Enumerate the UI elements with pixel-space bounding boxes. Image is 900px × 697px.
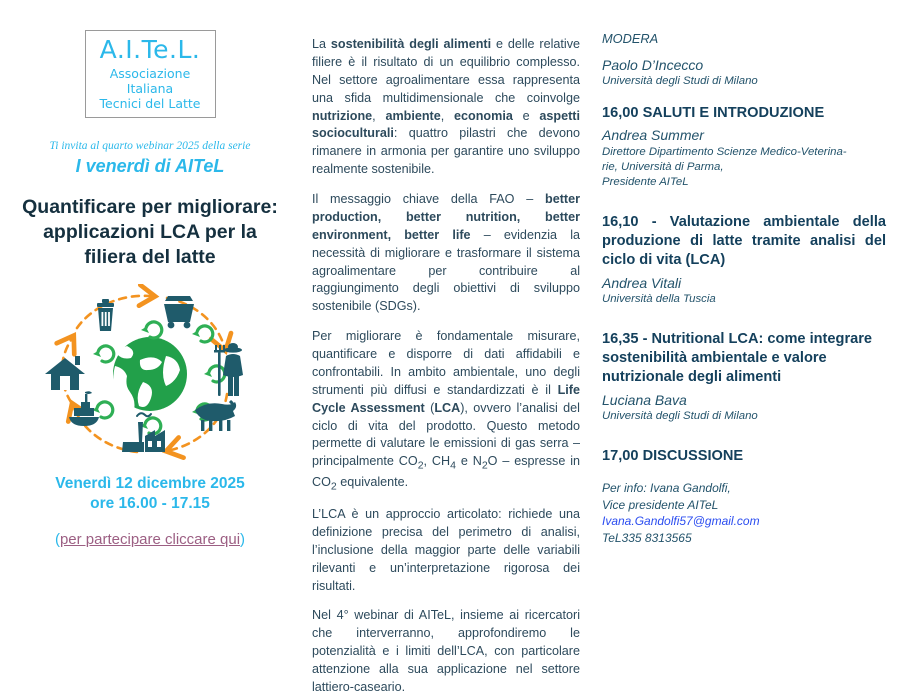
logo-acronym: A.I.Te.L. bbox=[99, 34, 201, 64]
paren-open: ( bbox=[54, 531, 60, 549]
text-run: – evidenzia la necessità di migliorare e trasformare il sistema agroalimentare per contribuire al raggiungimento degli obiettivi di sviluppo sostenibile (SDGs). bbox=[312, 227, 580, 314]
text-run: ), ovvero l’analisi del ciclo di vita del prodotto. Questo metodo permette di valutare le emissioni di gas serra – principalmente CO bbox=[312, 400, 580, 469]
text-emphasis: nutrizione bbox=[312, 108, 373, 123]
event-date-text: Venerdì 12 dicembre 2025 bbox=[55, 475, 245, 493]
text-emphasis: better production, better nutrition, better environment, better life bbox=[312, 192, 580, 242]
dumpster-icon bbox=[164, 296, 194, 328]
subscript: 2 bbox=[417, 459, 424, 472]
event-date bbox=[18, 474, 282, 514]
registration-link[interactable]: per partecipare cliccare qui bbox=[59, 531, 241, 549]
event-time-text: ore 16.00 - 17.15 bbox=[90, 495, 210, 513]
paragraph-webinar-focus: Nel 4° webinar di AITeL, insieme ai ricercatori che interverranno, approfondiremo le potenzialità e i limiti dell’LCA, con particolare attenzione alla sua applicazione nel settore lattiero-caseario. bbox=[312, 608, 580, 694]
program-item-title: 16,00 SALUTI E INTRODUZIONE bbox=[602, 104, 825, 121]
text-emphasis: ambiente bbox=[385, 108, 441, 123]
text-run: : quattro pilastri che devono rimanere in armonia per garantire uno sviluppo realmente sostenibile. bbox=[312, 126, 580, 177]
moderator-label: MODERA bbox=[602, 31, 659, 46]
left-column bbox=[0, 0, 300, 569]
logo-subtitle bbox=[86, 66, 215, 112]
text-run: , bbox=[372, 108, 386, 123]
page-title: Quantificare per migliorare: applicazioni LCA per la filiera del latte bbox=[22, 196, 278, 269]
circular-economy-diagram bbox=[19, 284, 281, 464]
text-run: , CH bbox=[423, 454, 451, 469]
program-item-speaker: Luciana Bava bbox=[602, 391, 687, 408]
program-item-title: 16,10 - Valutazione ambientale della produzione di latte tramite analisi del ciclo di vita (LCA) bbox=[602, 213, 886, 268]
subscript: 2 bbox=[330, 480, 337, 493]
moderator-name: Paolo D’Incecco bbox=[602, 57, 704, 74]
program-item bbox=[602, 213, 886, 307]
globe-icon bbox=[113, 337, 187, 411]
text-run: equivalente. bbox=[336, 474, 409, 489]
text-run: , bbox=[440, 108, 455, 123]
program-item-affiliation bbox=[602, 145, 886, 190]
trash-bin-icon bbox=[97, 299, 114, 331]
text-emphasis: sostenibilità degli alimenti bbox=[330, 37, 492, 51]
text-run: O – espresse in CO bbox=[312, 454, 581, 489]
contact-info bbox=[602, 480, 886, 546]
paren-close: ) bbox=[240, 531, 246, 549]
text-run: La bbox=[312, 37, 331, 51]
text-run: e delle relative filiere è il risultato di un equilibrio complesso. Nel settore agroalimentare essa rappresenta una sfida multidimensionale che coinvolge bbox=[312, 37, 581, 105]
text-run: Per migliorare è fondamentale misurare, quantificare e disporre di dati affidabili e confrontabili. In ambito ambientale, uno degli strumenti più diffusi e standardizzati è il bbox=[312, 329, 580, 397]
text-emphasis: Life Cycle Assessment bbox=[312, 382, 580, 415]
farmer-icon bbox=[214, 343, 243, 396]
text-run: e N bbox=[455, 454, 482, 469]
program-item-affiliation: Università della Tuscia bbox=[602, 292, 716, 305]
program-item bbox=[602, 330, 886, 424]
discussion-title: 17,00 DISCUSSIONE bbox=[602, 448, 744, 465]
affiliation-line: rie, Università di Parma, bbox=[602, 160, 724, 173]
paragraph-lca-approach: L’LCA è un approccio articolato: richiede una definizione precisa del perimetro di analisi, l’inclusione della maggior parte delle variabili rilevanti e un’interpretazione rigorosa dei risultati. bbox=[312, 507, 580, 593]
paragraph-fao bbox=[312, 191, 580, 316]
text-emphasis: LCA bbox=[434, 400, 461, 415]
program-item-affiliation: Università degli Studi di Milano bbox=[602, 410, 758, 423]
house-icon bbox=[45, 356, 85, 390]
affiliation-line: Presidente AITeL bbox=[602, 175, 689, 188]
program-item-title: 16,35 - Nutritional LCA: come integrare sostenibilità ambientale e valore nutrizionale degli alimenti bbox=[602, 330, 873, 385]
affiliation-line: Direttore Dipartimento Scienze Medico-Veterina- bbox=[602, 145, 847, 158]
recycle-icon bbox=[92, 402, 113, 418]
program-column bbox=[590, 0, 900, 569]
moderator-affiliation: Università degli Studi di Milano bbox=[602, 75, 758, 88]
program-item-speaker: Andrea Summer bbox=[602, 127, 704, 144]
subscript: 2 bbox=[481, 459, 488, 472]
text-run: ( bbox=[424, 400, 435, 415]
description-column bbox=[300, 0, 590, 694]
text-run: e bbox=[512, 108, 540, 123]
aitel-logo bbox=[85, 30, 216, 118]
series-name: I venerdì di AITeL bbox=[75, 155, 225, 176]
contact-name: Per info: Ivana Gandolfi, bbox=[602, 481, 731, 496]
contact-email[interactable]: Ivana.Gandolfi57@gmail.com bbox=[602, 514, 760, 529]
text-run: Il messaggio chiave della FAO – bbox=[312, 192, 545, 206]
recycle-icon bbox=[192, 326, 213, 342]
paragraph-lca-definition bbox=[312, 328, 580, 494]
contact-role: Vice presidente AITeL bbox=[602, 497, 719, 512]
recycle-icon bbox=[204, 366, 225, 382]
logo-subtitle-line2: Tecnici del Latte bbox=[99, 96, 201, 112]
text-emphasis: economia bbox=[454, 108, 513, 123]
recycle-icon bbox=[140, 418, 161, 434]
logo-subtitle-line1: Associazione Italiana bbox=[109, 65, 191, 96]
text-emphasis: aspetti socioculturali bbox=[312, 108, 580, 141]
program-item-speaker: Andrea Vitali bbox=[602, 274, 682, 291]
program-item bbox=[602, 104, 886, 190]
registration-link-wrap bbox=[18, 531, 282, 548]
invitation-line: Ti invita al quarto webinar 2025 della serie bbox=[49, 140, 251, 152]
paragraph-sustainability bbox=[312, 36, 580, 179]
recycle-icon bbox=[93, 346, 114, 362]
subscript: 4 bbox=[450, 459, 456, 472]
recycle-icon bbox=[141, 322, 162, 338]
contact-phone: TeL335 8313565 bbox=[602, 530, 692, 545]
